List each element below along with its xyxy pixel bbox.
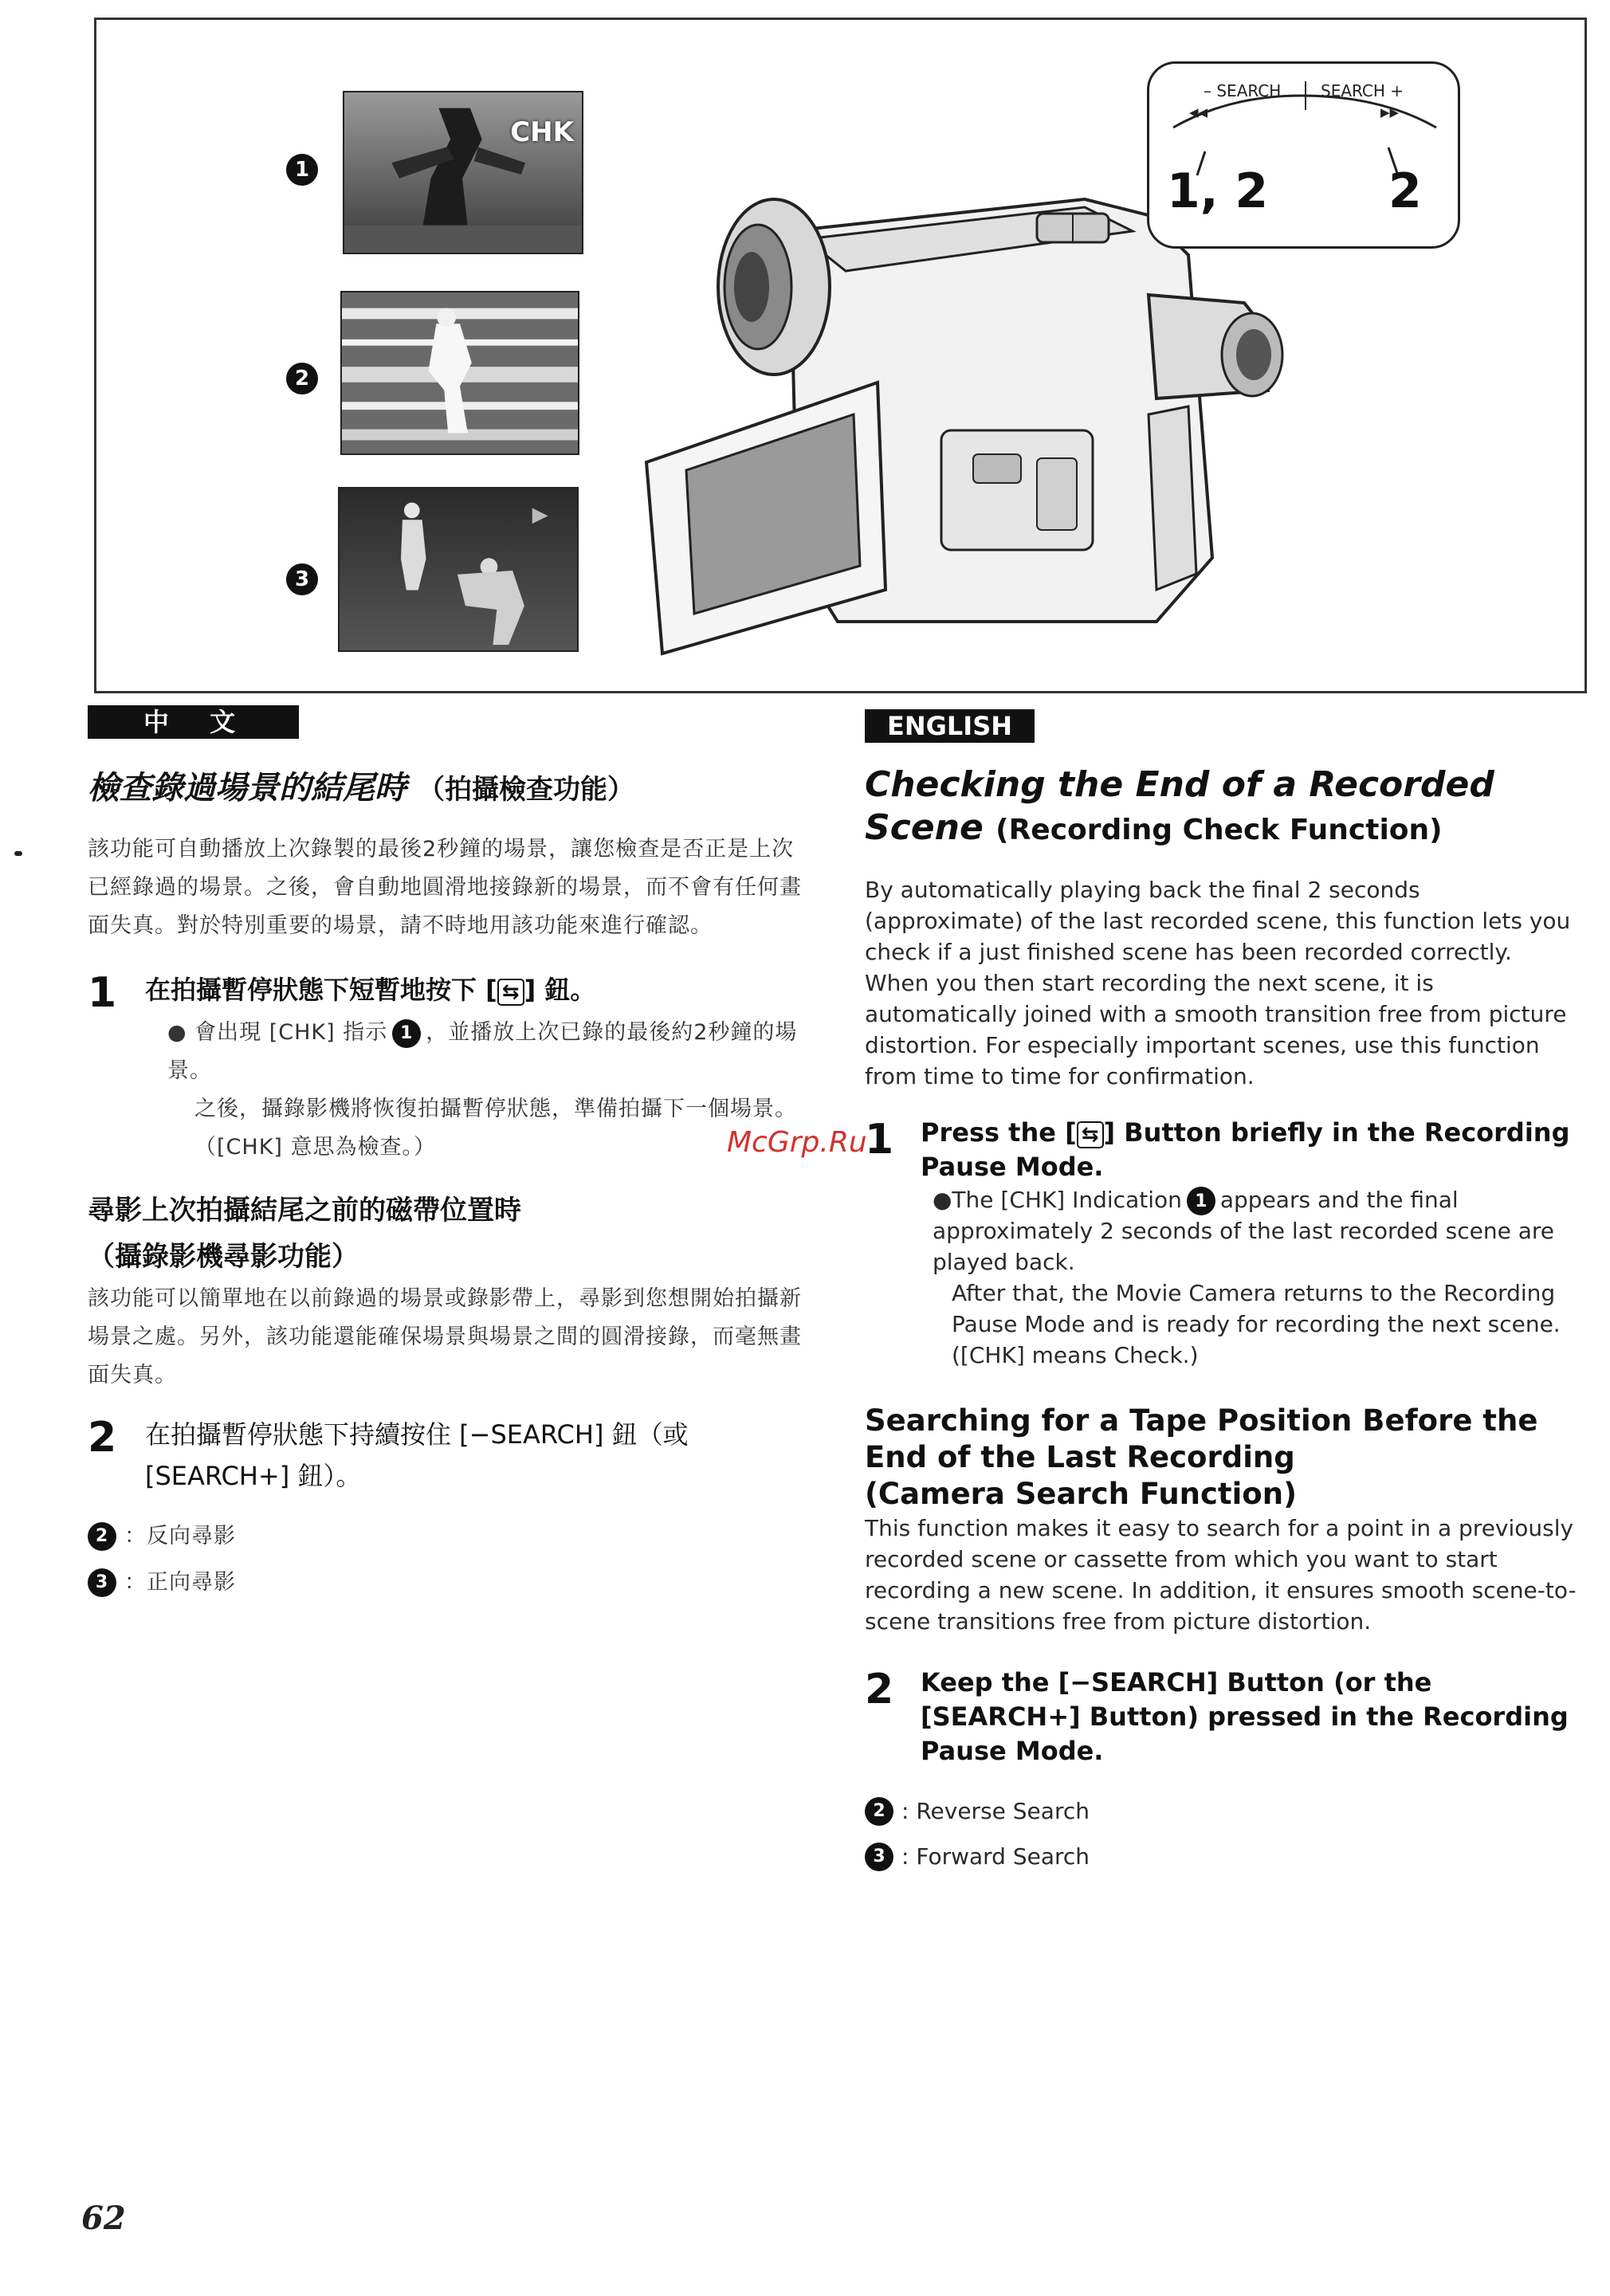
legend-marker-3-en: 3 [865,1843,893,1871]
english-step-1-post: ] Button briefly in the Recording Pause Mode. [921,1117,1570,1182]
chinese-language-tag: 中 文 [88,705,299,739]
watermark: McGrp.Ru [727,1126,867,1159]
marker-3: 3 [286,563,318,595]
chk-overlay: CHK [510,116,574,148]
legend-marker-3: 3 [88,1568,116,1597]
english-column [865,709,1582,1872]
chinese-step-1-number: 1 [88,969,117,1017]
chinese-step-2-text: 在拍攝暫停狀態下持續按住 [−SEARCH] 鈕（或[SEARCH+] 鈕）。 [145,1419,689,1491]
english-legend-reverse [865,1796,1582,1827]
chinese-section-2-subtitle: （攝錄影機尋影功能） [88,1241,359,1273]
english-note-marker: 1 [1187,1187,1215,1215]
chinese-step-1-note [167,1014,805,1090]
chinese-note-pre: ● 會出現 [CHK] 指示 [167,1020,388,1045]
marker-1: 1 [286,154,318,186]
english-step-2-number: 2 [865,1666,894,1713]
english-title-line-2: Scene [865,807,984,848]
legend-forward-text: ：正向尋影 [124,1570,236,1595]
check-button-icon: ⇆ [497,979,524,1006]
photo-forward-search [338,487,579,652]
legend-marker-2-en: 2 [865,1797,893,1826]
search-minus-label: – SEARCH [1204,81,1282,100]
legend-reverse-text-en: : Reverse Search [901,1798,1090,1824]
english-step-1 [865,1116,1582,1184]
chinese-step-1 [88,969,805,1017]
callout-step-left: 1, 2 [1167,163,1269,219]
chinese-step-1-text [145,969,805,1011]
margin-mark [14,851,22,856]
english-title [865,763,1582,852]
chinese-intro: 該功能可自動播放上次錄製的最後2秒鐘的場景，讓您檢查是否正是上次已經錄過的場景。之後，會自動地圓滑地接錄新的場景，而不會有任何畫面失真。對於特別重要的場景，請不時地用該功能來進行確認。 [88,837,802,938]
legend-marker-2: 2 [88,1522,116,1551]
rewind-icon: ◀◀ [1189,105,1208,120]
chinese-note-post: ，並播放上次已錄的最後約2秒鐘的場景。 [167,1020,798,1083]
english-step-1-pre: Press the [ [921,1117,1077,1148]
english-section-2-title: Searching for a Tape Position Before the End of the Last Recording [865,1403,1538,1474]
english-step-1-note-2: After that, the Movie Camera returns to the Recording Pause Mode and is ready for recording the next scene. [952,1280,1561,1337]
english-intro: By automatically playing back the final 2 seconds (approximate) of the last recorded scene, this function lets you check if a just finished scene has been recorded correctly. When you then start recording the next scene, it is automatically joined with a smooth transition free from picture distortion. For especially important scenes, use this function from time to time for confirmation. [865,877,1571,1089]
english-title-sub: (Recording Check Function) [995,814,1443,846]
marker-2: 2 [286,363,318,394]
english-section-2-subtitle: (Camera Search Function) [865,1477,1297,1511]
chinese-step-1-pre: 在拍攝暫停狀態下短暫地按下 [ [145,975,497,1005]
english-legend [865,1796,1582,1872]
chinese-title-sub: （拍攝檢查功能） [418,774,634,806]
english-note-pre: ●The [CHK] Indication [933,1187,1182,1213]
search-buttons-callout [1147,61,1460,249]
photo-reverse-search [340,291,579,455]
legend-forward-text-en: : Forward Search [901,1843,1090,1870]
english-note-post: appears and the final approximately 2 seconds of the last recorded scene are played back. [933,1187,1555,1275]
english-section-2-body: This function makes it easy to search for a point in a previously recorded scene or cassette from which you want to start recording a new scene. In addition, it ensures smooth scene-to-scene transitions free from picture distortion. [865,1515,1577,1635]
search-plus-label: SEARCH + [1321,81,1404,100]
chinese-legend-forward [88,1564,805,1602]
chinese-section-2-title: 尋影上次拍攝結尾之前的磁帶位置時 [88,1195,521,1226]
chinese-legend-reverse [88,1517,805,1556]
english-step-2 [865,1666,1582,1768]
photo-check-playback [343,91,583,254]
fast-forward-icon: ▶▶ [1380,105,1400,120]
check-button-icon-en: ⇆ [1077,1121,1104,1148]
english-title-line-1: Checking the End of a Recorded [865,764,1494,805]
chinese-step-2 [88,1414,805,1497]
callout-outline [1149,64,1463,251]
chinese-title-main: 檢查錄過場景的結尾時 [88,770,406,807]
callout-step-right: 2 [1388,163,1422,219]
english-legend-forward [865,1841,1582,1872]
english-step-1-number: 1 [865,1116,894,1164]
chinese-legend [88,1517,805,1602]
english-step-2-text: Keep the [−SEARCH] Button (or the [SEARCH+] Button) pressed in the Recording Pause Mode. [921,1667,1569,1766]
chinese-step-1-post: ] 鈕。 [524,975,596,1005]
english-language-tag: ENGLISH [865,709,1035,743]
chinese-section-2-body: 該功能可以簡單地在以前錄過的場景或錄影帶上，尋影到您想開始拍攝新場景之處。另外，該功能還能確保場景與場景之間的圓滑接錄，而毫無畫面失真。 [88,1286,802,1387]
chinese-step-1-note-3: （[CHK] 意思為檢查。） [194,1135,437,1160]
english-step-1-note-3: ([CHK] means Check.) [952,1342,1199,1368]
illustration-frame [94,18,1587,693]
chinese-column [88,705,805,1602]
english-step-1-text [921,1116,1582,1184]
english-step-1-note [933,1184,1582,1278]
chinese-title [88,763,805,808]
chinese-note-marker: 1 [392,1019,421,1048]
legend-reverse-text: ：反向尋影 [124,1524,236,1548]
chinese-step-2-number: 2 [88,1414,117,1462]
page-number: 62 [81,2200,126,2237]
chinese-step-1-note-2: 之後，攝錄影機將恢復拍攝暫停狀態，準備拍攝下一個場景。 [194,1097,797,1121]
